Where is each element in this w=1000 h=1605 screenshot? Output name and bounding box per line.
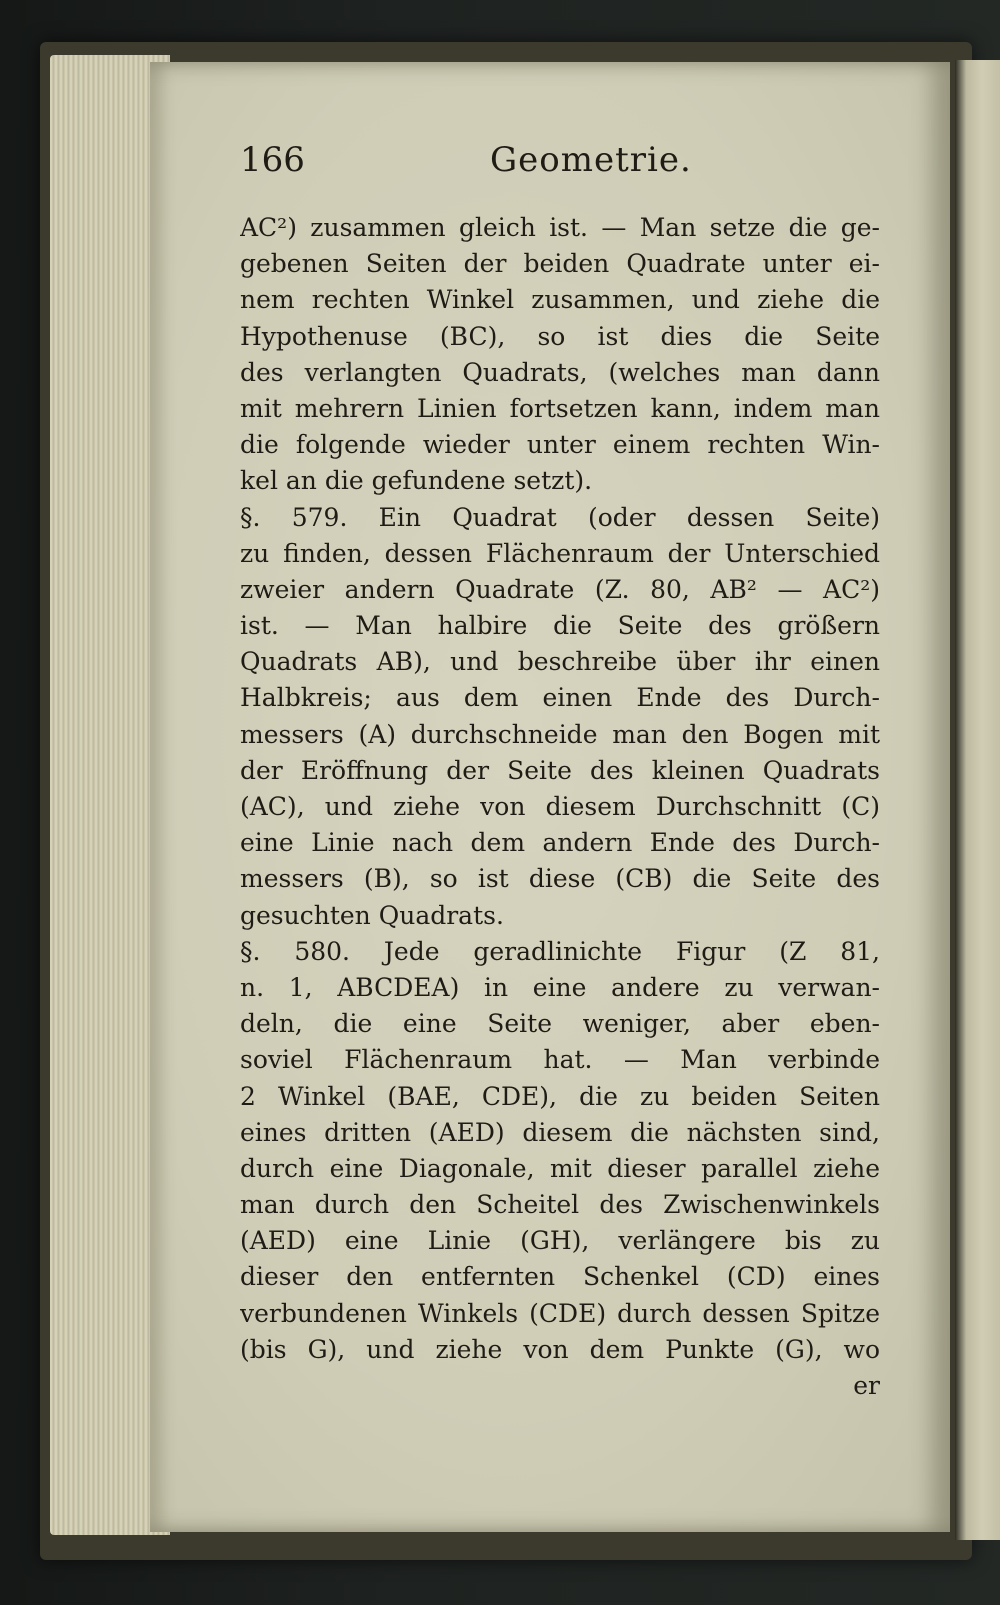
text-line: kel an die gefundene setzt). [240,466,593,496]
text-line: er [853,1371,880,1400]
text-line: man durch den Scheitel des Zwischenwinkels [240,1190,880,1220]
text-line: (AC), und ziehe von diesem Durchschnitt (C) [240,792,880,821]
text-line: n. 1, ABCDEA) in eine andere zu verwan- [240,972,880,1002]
text-line: (bis G), und ziehe von dem Punkte (G), wo [240,1334,880,1364]
text-line: zu finden, dessen Flächenraum der Unterschied [240,538,880,568]
text-line: eine Linie nach dem andern Ende des Durch- [240,828,880,858]
text-line: deln, die eine Seite weniger, aber eben- [240,1009,880,1039]
book-gutter [955,60,1000,1540]
text-line: der Eröffnung der Seite des kleinen Quadrats [240,755,880,785]
text-line: mit mehrern Linien fortsetzen kann, indem man [240,393,880,423]
text-line: des verlangten Quadrats, (welches man dann [240,357,880,387]
text-line: verbundenen Winkels (CDE) durch dessen Spitze [240,1298,880,1328]
text-line: ist. — Man halbire die Seite des größern [240,611,880,641]
text-line: (AED) eine Linie (GH), verlängere bis zu [240,1226,880,1256]
text-line: Halbkreis; aus dem einen Ende des Durch- [240,683,880,713]
text-line: gesuchten Quadrats. [240,900,504,930]
page-header [240,140,880,190]
text-line: AC²) zusammen gleich ist. — Man setze die ge- [240,213,880,242]
text-line: 2 Winkel (BAE, CDE), die zu beiden Seiten [240,1081,880,1111]
text-line: soviel Flächenraum hat. — Man verbinde [240,1045,880,1075]
text-line: messers (A) durchschneide man den Bogen mit [240,719,880,749]
text-line: messers (B), so ist diese (CB) die Seite des [240,864,880,894]
text-line: zweier andern Quadrate (Z. 80, AB² — AC²) [240,574,880,604]
text-line: Hypothenuse (BC), so ist dies die Seite [240,321,880,351]
text-line: nem rechten Winkel zusammen, und ziehe die [240,285,880,315]
text-line: dieser den entfernten Schenkel (CD) eines [240,1262,880,1292]
running-title: Geometrie. [490,140,692,180]
text-line: eines dritten (AED) diesem die nächsten sind, [240,1117,880,1147]
text-line: gebenen Seiten der beiden Quadrate unter ei- [240,249,880,279]
text-line: durch eine Diagonale, mit dieser parallel ziehe [240,1153,880,1183]
text-line: §. 580. Jede geradlinichte Figur (Z 81, [240,936,880,966]
text-line: §. 579. Ein Quadrat (oder dessen Seite) [240,502,880,532]
page-number: 166 [240,140,305,180]
text-line: die folgende wieder unter einem rechten Win- [240,430,880,460]
text-line: Quadrats AB), und beschreibe über ihr einen [240,647,880,677]
body-text [240,210,880,1400]
